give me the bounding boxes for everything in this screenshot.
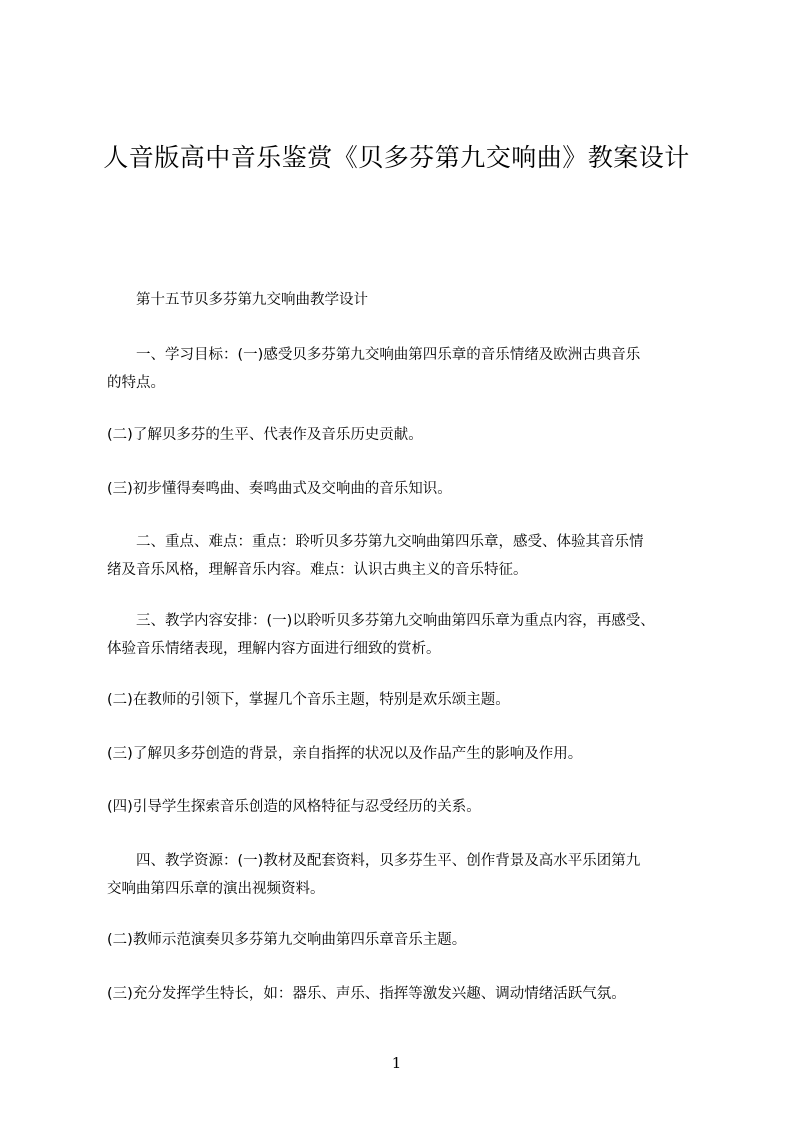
paragraph-line: 的特点。 (107, 375, 165, 391)
document-title: 人音版高中音乐鉴赏《贝多芬第九交响曲》教案设计 (103, 143, 690, 172)
paragraph-line: 三、教学内容安排：(一)以聆听贝多芬第九交响曲第四乐章为重点内容，再感受、 (136, 613, 655, 629)
paragraph-resources-2 (107, 926, 710, 954)
paragraph-teaching-resources (107, 847, 710, 903)
section-heading (107, 286, 710, 314)
paragraph-line: (三)初步懂得奏鸣曲、奏鸣曲式及交响曲的音乐知识。 (107, 481, 452, 497)
paragraph-line: 绪及音乐风格，理解音乐内容。难点：认识古典主义的音乐特征。 (107, 562, 528, 578)
paragraph-line: (三)充分发挥学生特长，如：器乐、声乐、指挥等激发兴趣、调动情绪活跃气氛。 (107, 986, 626, 1002)
paragraph-resources-3 (107, 980, 710, 1008)
paragraph-line: (二)教师示范演奏贝多芬第九交响曲第四乐章音乐主题。 (107, 932, 467, 948)
paragraph-content-3 (107, 740, 710, 768)
paragraph-line: 一、学习目标：(一)感受贝多芬第九交响曲第四乐章的音乐情绪及欧洲古典音乐 (136, 347, 641, 363)
paragraph-line: (三)了解贝多芬创造的背景，亲自指挥的状况以及作品产生的影响及作用。 (107, 746, 583, 762)
paragraph-content-4 (107, 793, 710, 821)
paragraph-goal-3 (107, 475, 710, 503)
paragraph-key-points (107, 528, 710, 584)
paragraph-line: (四)引导学生探索音乐创造的风格特征与忍受经历的关系。 (107, 799, 481, 815)
paragraph-content-arrangement (107, 607, 710, 663)
paragraph-content-2 (107, 686, 710, 714)
paragraph-line: 交响曲第四乐章的演出视频资料。 (107, 881, 325, 897)
paragraph-line: 二、重点、难点：重点：聆听贝多芬第九交响曲第四乐章，感受、体验其音乐情 (136, 534, 644, 550)
section-heading-text: 第十五节贝多芬第九交响曲教学设计 (136, 292, 368, 308)
paragraph-learning-goals (107, 341, 710, 397)
paragraph-line: 体验音乐情绪表现，理解内容方面进行细致的赏析。 (107, 641, 441, 657)
paragraph-line: (二)了解贝多芬的生平、代表作及音乐历史贡献。 (107, 427, 423, 443)
paragraph-line: (二)在教师的引领下，掌握几个音乐主题，特别是欢乐颂主题。 (107, 692, 510, 708)
paragraph-goal-2 (107, 421, 710, 449)
page-number: 1 (391, 1054, 402, 1072)
paragraph-line: 四、教学资源：(一)教材及配套资料，贝多芬生平、创作背景及高水平乐团第九 (136, 853, 641, 869)
